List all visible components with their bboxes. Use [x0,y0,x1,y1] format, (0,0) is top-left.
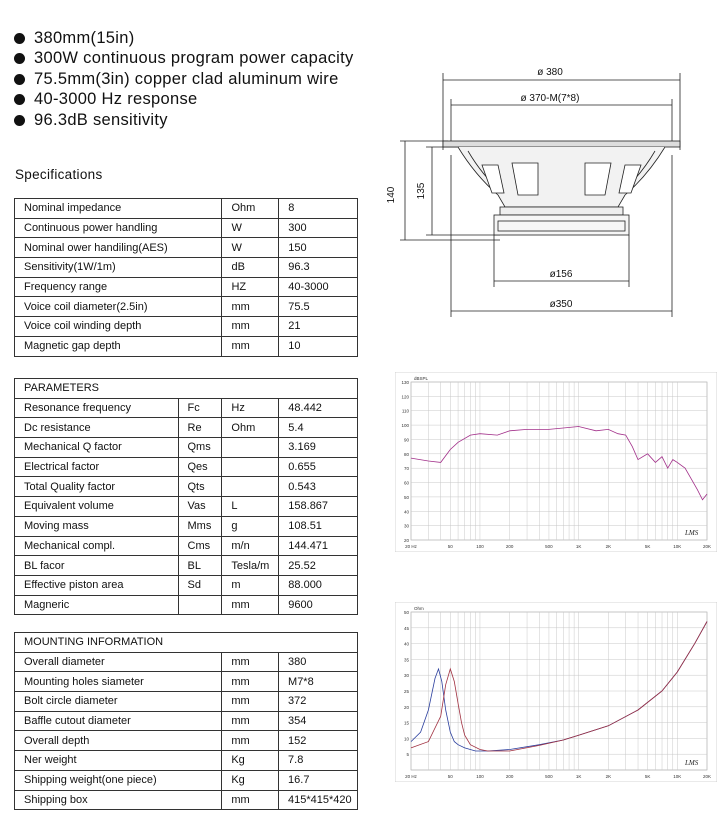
x-tick-label: 1K [575,774,582,779]
param-value: 5.4 [279,418,358,438]
speaker-dimension-drawing [380,55,720,325]
table-row [15,595,358,615]
feature-text: 96.3dB sensitivity [34,110,168,129]
dim-magnet-label: ø156 [549,269,573,280]
mount-name: Baffle cutout diameter [15,711,222,731]
param-name: Equivalent volume [15,497,179,517]
y-tick-label: 45 [403,625,409,631]
param-name: Moving mass [15,516,179,536]
mount-unit: mm [222,711,279,731]
table-row [15,575,358,595]
mount-unit: mm [222,790,279,810]
spec-name: Voice coil winding depth [15,317,222,337]
spec-unit: Ohm [222,199,279,219]
param-unit [222,438,279,458]
feature-text: 75.5mm(3in) copper clad aluminum wire [34,69,339,88]
y-tick-label: 20 [403,538,409,543]
x-tick-label: 20 Hz [405,544,417,549]
table-row [15,556,358,576]
x-tick-label: 100 [476,774,484,779]
param-value: 88.000 [279,575,358,595]
table-row [15,770,358,790]
param-name: Magneric [15,595,179,615]
param-value: 9600 [279,595,358,615]
table-row [15,751,358,771]
table-row [15,497,358,517]
parameters-table [14,378,358,615]
feature-item [14,69,354,90]
param-unit: m/n [222,536,279,556]
spec-unit: mm [222,336,279,356]
table-row [15,692,358,712]
bullet-icon [14,115,25,126]
x-tick-label: 200 [505,774,514,779]
feature-text: 300W continuous program power capacity [34,49,354,68]
param-name: Mechanical compl. [15,536,179,556]
table-row [15,258,358,278]
y-tick-label: 90 [403,437,409,443]
param-symbol: Qms [178,438,222,458]
param-value: 25.52 [279,556,358,576]
y-tick-label: 50 [403,610,409,615]
spec-name: Nominal impedance [15,199,222,219]
y-tick-label: 15 [403,720,409,726]
y-tick-label: 50 [403,494,409,500]
y-tick-label: 30 [403,673,409,679]
param-unit: m [222,575,279,595]
mount-value: 354 [279,711,358,731]
param-unit: g [222,516,279,536]
feature-item [14,49,354,70]
param-unit [222,457,279,477]
x-tick-label: 5K [644,774,651,779]
x-tick-label: 2K [605,774,612,779]
table-row [15,477,358,497]
table-row [15,672,358,692]
spec-value: 300 [279,218,358,238]
table-row [15,652,358,672]
mount-value: 16.7 [279,770,358,790]
impedance-chart [395,602,717,782]
param-symbol [178,595,222,615]
x-tick-label: 10K [673,544,682,549]
table-row [15,218,358,238]
mount-unit: mm [222,672,279,692]
bullet-icon [14,74,25,85]
param-symbol: Re [178,418,222,438]
dim-height-label: 140 [386,186,397,204]
spec-value: 40-3000 [279,277,358,297]
x-tick-label: 20 Hz [405,774,417,779]
dim-height-inner-label: 135 [416,182,427,200]
mount-name: Overall depth [15,731,222,751]
dim-mounting-label: ø 370-M(7*8) [520,93,580,104]
table-row [15,418,358,438]
table-row [15,398,358,418]
feature-item [14,28,354,49]
param-value: 3.169 [279,438,358,458]
mount-name: Shipping box [15,790,222,810]
mount-value: M7*8 [279,672,358,692]
param-value: 158.867 [279,497,358,517]
table-row [15,297,358,317]
spec-unit: mm [222,297,279,317]
spec-value: 75.5 [279,297,358,317]
mount-value: 372 [279,692,358,712]
x-tick-label: 500 [545,774,553,779]
spec-name: Continuous power handling [15,218,222,238]
param-unit: Ohm [222,418,279,438]
mount-unit: Kg [222,751,279,771]
x-tick-label: 50 [447,544,453,549]
x-tick-label: 2K [605,544,612,549]
x-tick-label: 500 [545,544,553,549]
y-tick-label: 5 [406,752,409,758]
x-tick-label: 50 [447,774,453,779]
spec-unit: W [222,218,279,238]
param-symbol: Vas [178,497,222,517]
table-row [15,238,358,258]
table-row [15,711,358,731]
impedance-chart-svg [395,602,717,782]
y-tick-label: 40 [403,509,409,515]
param-name: Dc resistance [15,418,179,438]
spl-chart [395,372,717,552]
spl-chart-svg [395,372,717,552]
y-tick-label: 35 [403,657,409,663]
y-tick-label: 70 [403,466,409,472]
spec-unit: HZ [222,277,279,297]
table-header-row [15,633,358,653]
spec-value: 150 [279,238,358,258]
spec-unit: W [222,238,279,258]
drawing-svg [380,55,720,325]
param-value: 144.471 [279,536,358,556]
param-value: 108.51 [279,516,358,536]
dim-bottom-label: ø350 [549,299,573,310]
param-symbol: Qts [178,477,222,497]
parameters-header: PARAMETERS [15,379,358,399]
table-row [15,199,358,219]
x-tick-label: 200 [505,544,514,549]
spec-value: 10 [279,336,358,356]
y-tick-label: 20 [403,704,409,710]
table-row [15,438,358,458]
y-tick-label: 80 [403,451,409,457]
spec-name: Sensitivity(1W/1m) [15,258,222,278]
spec-value: 96.3 [279,258,358,278]
mount-value: 415*415*420 [279,790,358,810]
mount-name: Overall diameter [15,652,222,672]
table-row [15,731,358,751]
spec-value: 21 [279,317,358,337]
x-tick-label: 100 [476,544,484,549]
y-tick-label: 120 [401,394,409,400]
mount-unit: mm [222,731,279,751]
param-name: Resonance frequency [15,398,179,418]
mount-unit: Kg [222,770,279,790]
spec-name: Frequency range [15,277,222,297]
x-tick-label: 20K [702,774,712,779]
spec-unit: dB [222,258,279,278]
bullet-icon [14,33,25,44]
spec-unit: mm [222,317,279,337]
lms-watermark: LMS [685,759,699,767]
param-name: BL facor [15,556,179,576]
x-tick-label: 10K [673,774,682,779]
bullet-icon [14,94,25,105]
y-tick-label: 110 [401,408,409,414]
param-name: Mechanical Q factor [15,438,179,458]
param-symbol: Mms [178,516,222,536]
lms-watermark: LMS [685,529,699,537]
param-unit: L [222,497,279,517]
param-symbol: Fc [178,398,222,418]
spec-name: Magnetic gap depth [15,336,222,356]
param-value: 0.655 [279,457,358,477]
specifications-table [14,198,358,357]
mount-name: Shipping weight(one piece) [15,770,222,790]
mount-unit: mm [222,652,279,672]
spec-value: 8 [279,199,358,219]
table-row [15,457,358,477]
param-value: 48.442 [279,398,358,418]
bullet-icon [14,53,25,64]
mount-name: Mounting holes siameter [15,672,222,692]
feature-item [14,90,354,111]
table-row [15,516,358,536]
y-tick-label: 130 [401,380,409,385]
table-row [15,317,358,337]
mount-value: 152 [279,731,358,751]
param-symbol: Sd [178,575,222,595]
param-unit: Tesla/m [222,556,279,576]
y-axis-label: Ohm [414,606,424,611]
table-row [15,336,358,356]
param-name: Electrical factor [15,457,179,477]
param-value: 0.543 [279,477,358,497]
feature-text: 380mm(15in) [34,28,135,47]
plot-area [411,382,707,540]
feature-list [14,28,354,131]
param-symbol: Qes [178,457,222,477]
y-tick-label: 30 [403,523,409,529]
mount-value: 380 [279,652,358,672]
mount-unit: mm [222,692,279,712]
feature-text: 40-3000 Hz response [34,90,198,109]
param-unit [222,477,279,497]
table-row [15,536,358,556]
y-tick-label: 40 [403,641,409,647]
param-symbol: Cms [178,536,222,556]
param-unit: mm [222,595,279,615]
mounting-header: MOUNTING INFORMATION [15,633,358,653]
x-tick-label: 5K [644,544,651,549]
x-tick-label: 20K [702,544,712,549]
table-row [15,790,358,810]
feature-item [14,110,354,131]
y-tick-label: 10 [403,736,409,742]
spec-name: Nominal ower handiling(AES) [15,238,222,258]
dim-top-label: ø 380 [537,67,563,78]
mount-name: Bolt circle diameter [15,692,222,712]
y-tick-label: 100 [401,423,409,429]
param-unit: Hz [222,398,279,418]
specifications-title: Specifications [15,167,103,182]
mount-value: 7.8 [279,751,358,771]
x-tick-label: 1K [575,544,582,549]
y-tick-label: 25 [403,689,409,694]
mount-name: Ner weight [15,751,222,771]
mounting-table [14,632,358,810]
y-axis-label: dBSPL [414,376,429,381]
table-header-row [15,379,358,399]
table-row [15,277,358,297]
spec-name: Voice coil diameter(2.5in) [15,297,222,317]
y-tick-label: 60 [403,480,409,486]
param-symbol: BL [178,556,222,576]
param-name: Effective piston area [15,575,179,595]
param-name: Total Quality factor [15,477,179,497]
